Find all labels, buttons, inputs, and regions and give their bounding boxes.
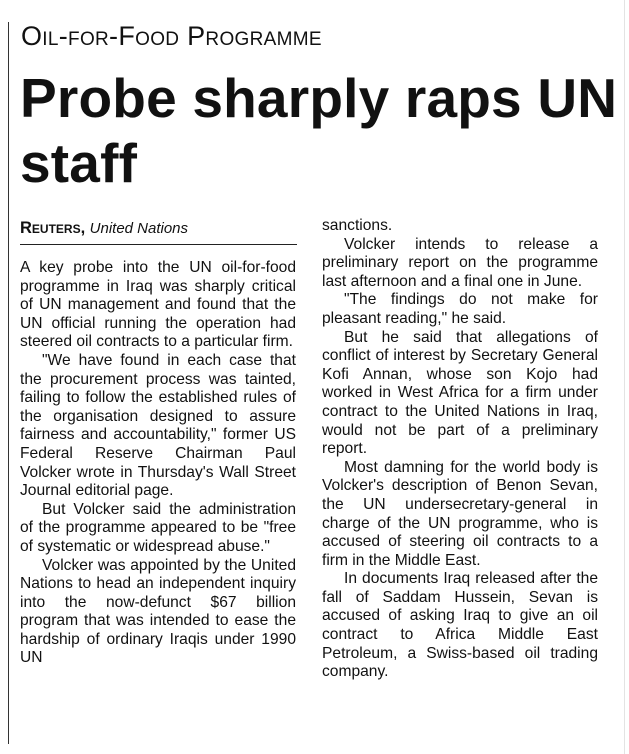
paragraph-continued: sanctions. bbox=[322, 217, 393, 234]
paragraph: "We have found in each case that the procurement process was tainted, failing to follow the established rules of the organisation designed to assure fairness and accountability," former US Federal Reserve Chairman Paul Volcker wrote in Thursday's Wall Street Journal editorial page. bbox=[20, 351, 296, 500]
byline-place: United Nations bbox=[89, 220, 189, 237]
byline-agency: Reuters, bbox=[20, 219, 86, 237]
article-column-2 bbox=[322, 217, 598, 682]
headline: Probe sharply raps UN staff bbox=[20, 67, 618, 194]
column-rule-left bbox=[8, 22, 9, 744]
paragraph: But he said that allegations of conflict of interest by Secretary General Kofi Annan, whose son Kojo had worked in West Africa for a firm under contract to the United Nations in Iraq, would not be part of a preliminary report. bbox=[322, 328, 598, 458]
paragraph: Most damning for the world body is Volcker's description of Benon Sevan, the UN undersecretary-general in charge of the UN programme, who is accused of steering oil contracts to a firm in the Middle East. bbox=[322, 458, 598, 569]
paragraph: In documents Iraq released after the fall of Saddam Hussein, Sevan is accused of asking Iraq to give an oil contract to Africa Middle East Petroleum, a Swiss-based oil trading company. bbox=[322, 570, 598, 681]
article-column-1 bbox=[20, 259, 296, 668]
paragraph: But Volcker said the administration of the programme appeared to be "free of systematic or widespread abuse." bbox=[20, 500, 296, 555]
page-edge-rule bbox=[624, 0, 625, 754]
paragraph: "The findings do not make for pleasant reading," he said. bbox=[322, 291, 598, 327]
section-rubric-text: Oil-for-Food Programme bbox=[21, 21, 322, 51]
paragraph: Volcker intends to release a preliminary report on the programme last afternoon and a final one in June. bbox=[322, 235, 598, 290]
paragraph: A key probe into the UN oil-for-food programme in Iraq was sharply critical of UN management and found that the UN official running the operation had steered oil contracts to a particular firm. bbox=[20, 259, 296, 351]
paragraph: Volcker was appointed by the United Nations to head an independent inquiry into the now-defunct $67 billion program that was intended to ease the hardship of ordinary Iraqis under 1990 UN bbox=[20, 556, 296, 667]
byline bbox=[20, 219, 297, 245]
section-rubric bbox=[21, 21, 322, 52]
